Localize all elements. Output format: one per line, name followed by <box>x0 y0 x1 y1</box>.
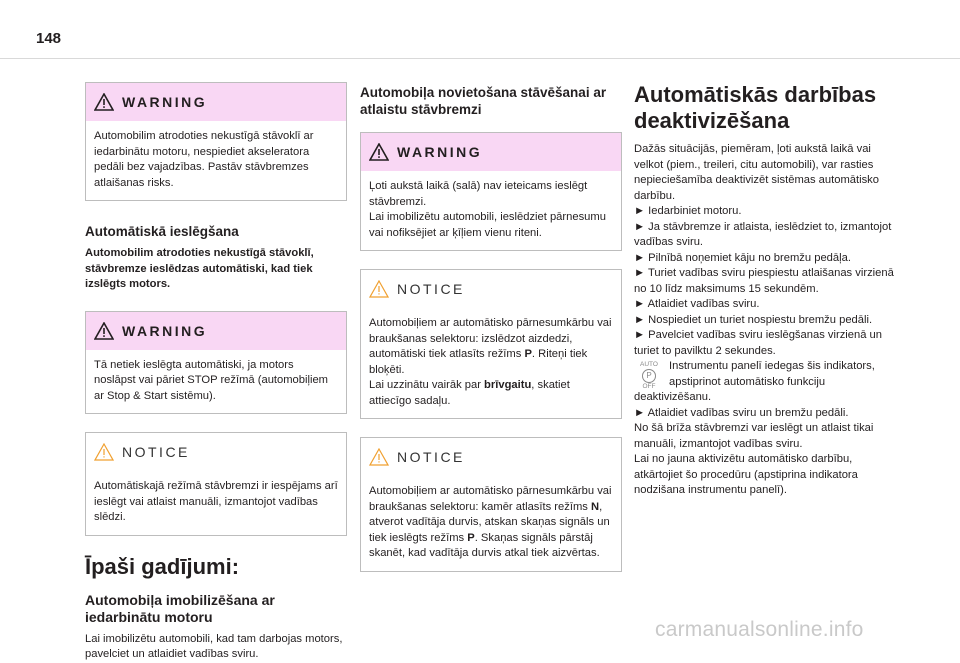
section-heading: Automātiskās darbības deaktivizēšana <box>634 82 877 133</box>
warning-triangle-icon <box>369 143 389 161</box>
warning-triangle-icon <box>94 322 114 340</box>
step: ► Nospiediet un turiet nospiestu bremžu pedāli. <box>634 313 873 326</box>
step: ► Atlaidiet vadības sviru un bremžu pedāli. <box>634 406 849 419</box>
body-text: No šā brīža stāvbremzi var ieslēgt un atlaist tikai manuāli, izmantojot vadības sviru. <box>634 422 874 450</box>
body-text: Lai no jauna aktivizētu automātisko darbību, atkārtojiet šo procedūru (apstiprina indikatora nodzišana instrumentu panelī). <box>634 453 858 496</box>
warning-title: WARNING <box>397 144 483 160</box>
notice-text: Automobiļiem ar automātisko pārnesumkārbu vai braukšanas selektoru: kamēr atlasīts režīms N, atverot vadītāja durvis, atskan skaņas signāls un tiek ieslēgts režīms P. Skaņas signāls pārstāj skanēt, kad vadītāja durvis atkal tiek aizvērtas. <box>369 485 612 559</box>
column-3 <box>634 82 898 499</box>
page-number: 148 <box>36 30 62 47</box>
intro-text: Dažās situācijās, piemēram, ļoti aukstā laikā vai velkot (piem., treileri, citu automobili), var rasties nepieciešamība deaktivizēt sistēmas automātisko darbību. <box>634 143 879 202</box>
notice-title: NOTICE <box>397 449 465 465</box>
warning-title: WARNING <box>122 322 208 339</box>
notice-box <box>360 437 622 572</box>
auto-p-off-indicator-icon: AUTO P OFF <box>640 361 658 390</box>
big-heading: Īpaši gadījumi: <box>85 553 240 579</box>
step: ► Turiet vadības sviru piespiestu atlaišanas virzienā no 10 līdz maksimums 15 sekundēm. <box>634 267 894 295</box>
watermark: carmanualsonline.info <box>655 618 864 641</box>
notice-title: NOTICE <box>397 281 465 297</box>
warning-text-2: Lai imobilizētu automobili, ieslēdziet pārnesumu vai nofiksējiet ar ķīļiem vienu riteni. <box>369 211 606 239</box>
warning-text: Ļoti aukstā laikā (salā) nav ieteicams ieslēgt stāvbremzi. <box>369 180 588 208</box>
step: ► Pavelciet vadības sviru ieslēgšanas virzienā un turiet to pavilktu 2 sekundes. <box>634 329 882 357</box>
section-heading: Automobiļa novietošana stāvēšanai ar atlaistu stāvbremzi <box>360 85 607 117</box>
warning-box <box>85 82 347 201</box>
section-lead: Automobilim atrodoties nekustīgā stāvoklī, stāvbremze ieslēdzas automātiski, kad tiek izslēgts motors. <box>85 247 314 290</box>
step: ► Pilnībā noņemiet kāju no bremžu pedāļa. <box>634 251 851 264</box>
sub-heading: Automobiļa imobilizēšana ar iedarbinātu motoru <box>85 591 275 625</box>
warning-box <box>85 311 347 415</box>
step: ► Ja stāvbremze ir atlaista, ieslēdziet to, izmantojot vadības sviru. <box>634 220 892 248</box>
warning-title: WARNING <box>122 94 208 110</box>
header-divider <box>0 58 960 59</box>
column-2 <box>360 82 622 590</box>
warning-box <box>360 132 622 251</box>
notice-title: NOTICE <box>122 444 190 460</box>
notice-text: Automobiļiem ar automātisko pārnesumkārbu vai braukšanas selektoru: izslēdzot aizdedzi, automātiski tiek atlasīts režīms P. Riteņi tiek bloķēti. <box>369 317 612 376</box>
notice-box <box>360 269 622 419</box>
notice-triangle-icon <box>94 443 114 461</box>
notice-box <box>85 432 347 536</box>
section-heading: Automātiskā ieslēgšana <box>85 224 239 239</box>
warning-text: Automobilim atrodoties nekustīgā stāvoklī ar iedarbinātu motoru, nespiediet akseleratora pedāli bez vajadzības. Pastāv stāvbremzes atlaišanas risks. <box>94 130 314 189</box>
notice-triangle-icon <box>369 448 389 466</box>
notice-text-2: Lai uzzinātu vairāk par brīvgaitu, skatiet attiecīgo sadaļu. <box>369 379 570 407</box>
step: ► Iedarbiniet motoru. <box>634 205 742 217</box>
sub-text: Lai imobilizētu automobili, kad tam darbojas motors, pavelciet un atlaidiet vadības sviru. <box>85 632 343 660</box>
indicator-note: AUTO P OFF Instrumentu panelī iedegas šis indikators, apstiprinot automātisko funkciju deaktivizēšanu. <box>634 360 875 403</box>
column-1 <box>85 82 347 663</box>
warning-text: Tā netiek ieslēgta automātiski, ja motors noslāpst vai pāriet STOP režīmā (automobiļiem ar Stop & Start sistēmu). <box>94 358 329 402</box>
step: ► Atlaidiet vadības sviru. <box>634 298 760 310</box>
notice-triangle-icon <box>369 280 389 298</box>
warning-triangle-icon <box>94 93 114 111</box>
notice-text: Automātiskajā režīmā stāvbremzi ir iespējams arī ieslēgt vai atlaist manuāli, izmantojot vadības slēdzi. <box>94 480 338 523</box>
